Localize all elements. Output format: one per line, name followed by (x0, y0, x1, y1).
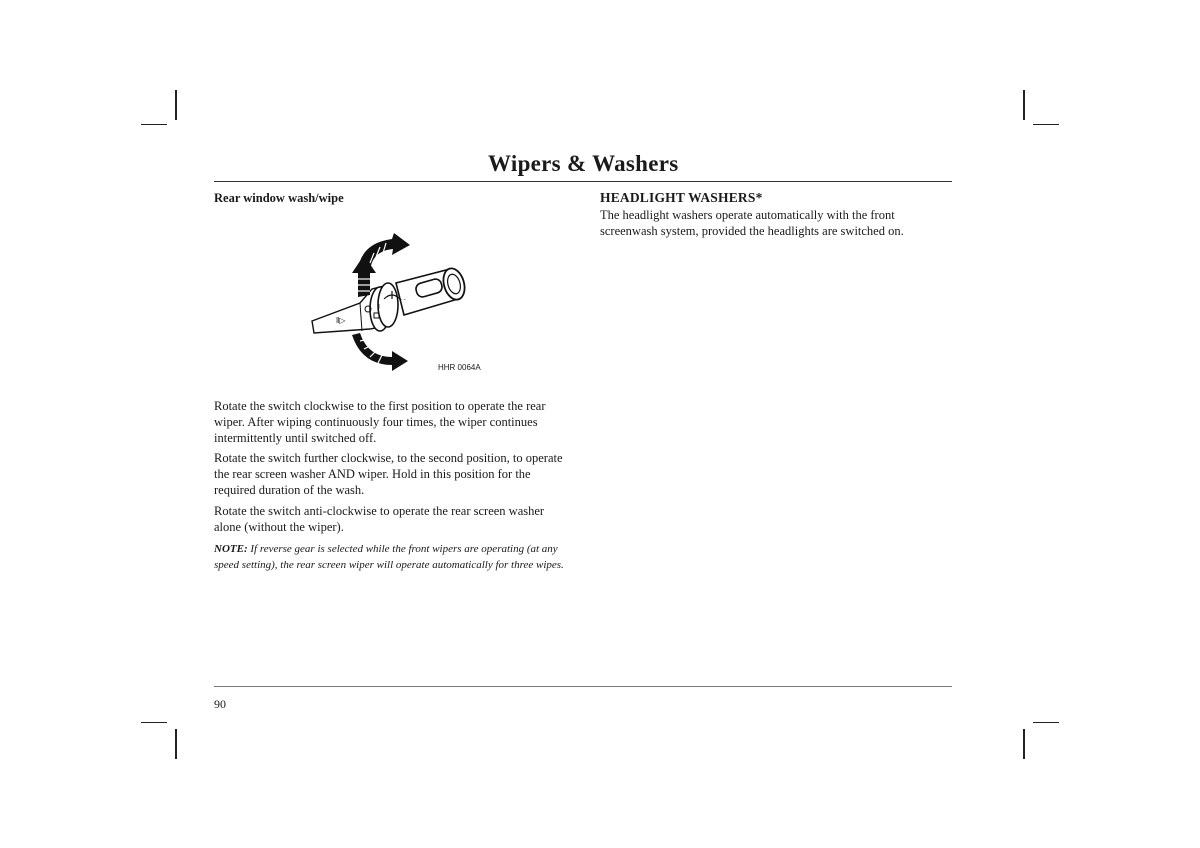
crop-mark-bottom-left-vertical (175, 729, 177, 759)
paragraph-second-position: Rotate the switch further clockwise, to the second position, to operate the rear screen washer AND wiper. Hold in this position for the required duration of the wash. (214, 451, 563, 497)
svg-text:- -: - - (400, 297, 406, 303)
crop-mark-bottom-right-vertical (1023, 729, 1025, 759)
crop-mark-top-left-vertical (175, 90, 177, 120)
page-title: Wipers & Washers (488, 151, 679, 176)
note-reverse-gear (214, 541, 566, 573)
note-text: If reverse gear is selected while the front wipers are operating (at any speed setting), the rear screen wiper will operate automatically for three wipes. (214, 543, 564, 571)
section-heading-headlight-washers: HEADLIGHT WASHERS* (600, 190, 763, 205)
footer-rule (214, 686, 952, 687)
paragraph-first-position: Rotate the switch clockwise to the first position to operate the rear wiper. After wiping continuously four times, the wiper continues intermittently until switched off. (214, 399, 546, 445)
figure-caption: HHR 0064A (438, 363, 481, 372)
page-number: 90 (214, 697, 226, 711)
crop-mark-top-right-vertical (1023, 90, 1025, 120)
wiper-stalk-switch-illustration (300, 225, 500, 375)
headlight-washers-text: The headlight washers operate automatically with the front screenwash system, provided the headlights are switched on. (600, 208, 904, 238)
note-label: NOTE: (214, 543, 248, 555)
header-rule (214, 181, 952, 182)
crop-mark-bottom-right-horizontal (1033, 722, 1059, 723)
crop-mark-top-right-horizontal (1033, 124, 1059, 125)
svg-text:I: I (378, 304, 380, 311)
paragraph-anti-clockwise: Rotate the switch anti-clockwise to operate the rear screen washer alone (without the wiper). (214, 504, 545, 534)
section-heading-rear-wash-wipe: Rear window wash/wipe (214, 191, 344, 205)
crop-mark-top-left-horizontal (141, 124, 167, 125)
svg-text:‖▷: ‖▷ (336, 316, 346, 325)
crop-mark-bottom-left-horizontal (141, 722, 167, 723)
